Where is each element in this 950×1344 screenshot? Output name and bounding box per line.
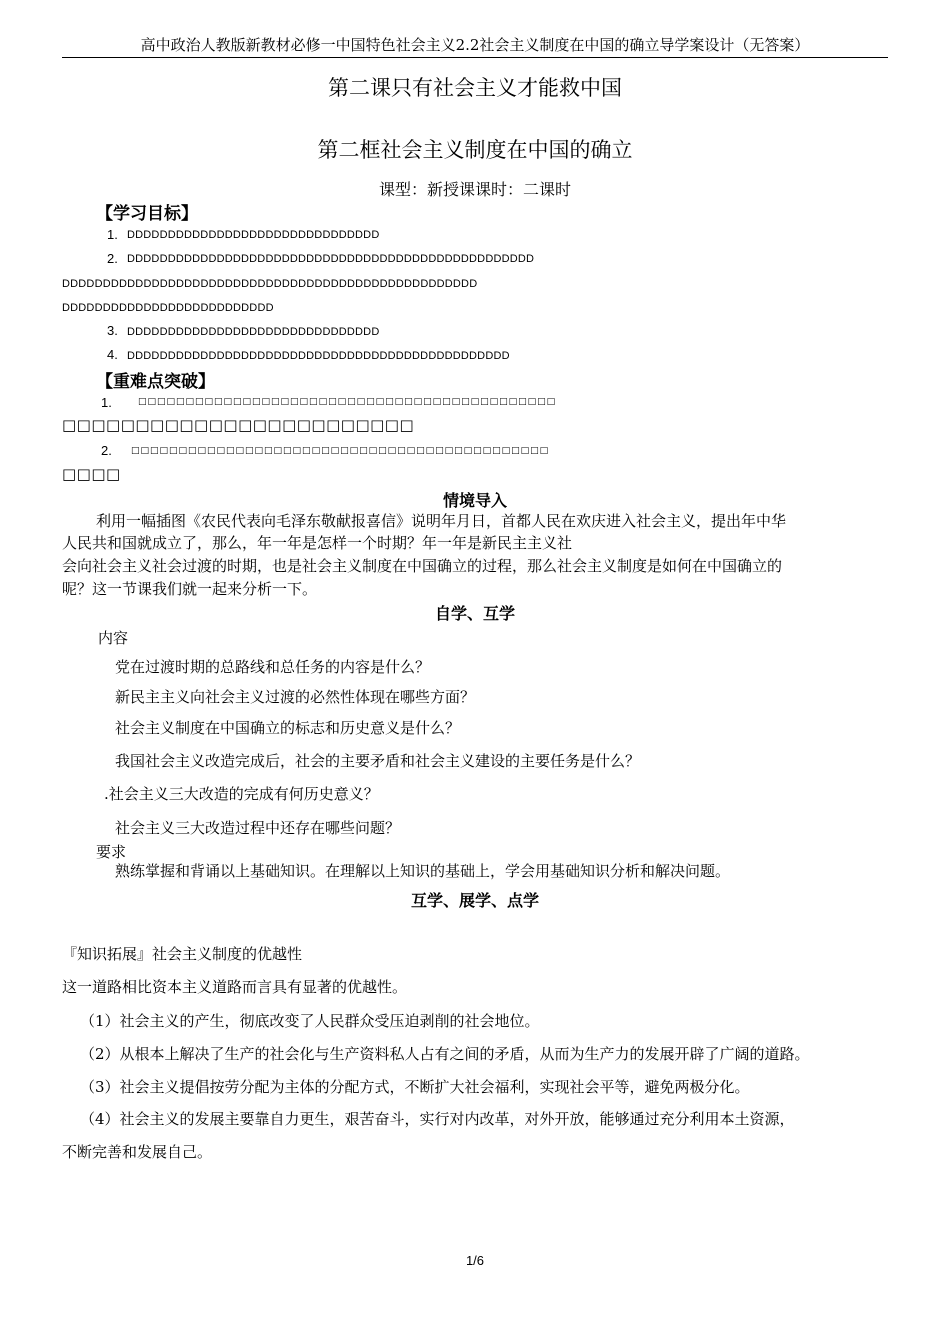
- goal-4-text: DDDDDDDDDDDDDDDDDDDDDDDDDDDDDDDDDDDDDDDDDDDDDDD: [127, 350, 510, 362]
- keypoint-1-line2: □□□□□□□□□□□□□□□□□□□□□□□□: [62, 416, 415, 434]
- keypoint-1-number: 1.: [101, 395, 112, 410]
- section-title: 第二框社会主义制度在中国的确立: [317, 138, 633, 162]
- keypoint-2-number: 2.: [101, 443, 112, 458]
- lesson-title: 第二课只有社会主义才能救中国: [328, 76, 622, 100]
- goals-heading: 【学习目标】: [96, 204, 198, 224]
- self-study-heading: 自学、互学: [434, 604, 515, 623]
- intro-line-1: 利用一幅插图《农民代表向毛泽东敬献报喜信》说明年月日，首都人民在欢庆进入社会主义，提出年中华: [96, 512, 787, 530]
- goal-3-text: DDDDDDDDDDDDDDDDDDDDDDDDDDDDDDD: [127, 326, 380, 338]
- keypoints-heading: 【重难点突破】: [96, 372, 215, 392]
- question-1: 党在过渡时期的总路线和总任务的内容是什么？: [115, 658, 431, 676]
- intro-line-4: 呢？这一节课我们就一起来分析一下。: [62, 580, 318, 598]
- keypoint-2-line2: □□□□: [62, 465, 121, 483]
- question-4: 我国社会主义改造完成后，社会的主要矛盾和社会主义建设的主要任务是什么？: [115, 752, 641, 770]
- lesson-info: 课型：新授课课时：二课时: [378, 180, 571, 199]
- goal-2-text-cont: DDDDDDDDDDDDDDDDDDDDDDDDDDDDDDDDDDDDDDDDDDDDDDDDDDD: [62, 278, 478, 290]
- advantage-2: （2）从根本上解决了生产的社会化与生产资料私人占有之间的矛盾，从而为生产力的发展开辟了广阔的道路。: [80, 1045, 810, 1063]
- advantage-1: （1）社会主义的产生，彻底改变了人民群众受压迫剥削的社会地位。: [80, 1012, 540, 1030]
- expand-title: 『知识拓展』社会主义制度的优越性: [62, 945, 303, 963]
- question-5: .社会主义三大改造的完成有何历史意义？: [104, 785, 379, 803]
- intro-line-2: 人民共和国就成立了，那么，年一年是怎样一个时期？年一年是新民主主义社: [62, 534, 573, 552]
- page-header: 高中政治人教版新教材必修一中国特色社会主义2.2社会主义制度在中国的确立导学案设计（无答案）: [62, 34, 888, 58]
- advantage-4: （4）社会主义的发展主要靠自力更生，艰苦奋斗，实行对内改革，对外开放，能够通过充分利用本土资源，: [80, 1110, 795, 1128]
- intro-heading: 情境导入: [442, 491, 507, 510]
- requirement-label: 要求: [96, 843, 127, 861]
- intro-line-3: 会向社会主义社会过渡的时期，也是社会主义制度在中国确立的过程，那么社会主义制度是如何在中国确立的: [62, 557, 783, 575]
- question-6: 社会主义三大改造过程中还存在哪些问题？: [115, 819, 401, 837]
- mutual-heading: 互学、展学、点学: [410, 891, 539, 910]
- goal-2-text: DDDDDDDDDDDDDDDDDDDDDDDDDDDDDDDDDDDDDDDDDDDDDDDDDD: [127, 253, 535, 265]
- goal-2-number: 2.: [107, 251, 118, 266]
- goal-3-number: 3.: [107, 323, 118, 338]
- question-3: 社会主义制度在中国确立的标志和历史意义是什么？: [115, 719, 461, 737]
- question-2: 新民主主义向社会主义过渡的必然性体现在哪些方面？: [115, 688, 476, 706]
- content-label: 内容: [98, 629, 129, 647]
- goal-1-number: 1.: [107, 227, 118, 242]
- advantage-3: （3）社会主义提倡按劳分配为主体的分配方式，不断扩大社会福利，实现社会平等，避免两极分化。: [80, 1078, 750, 1096]
- expand-lead: 这一道路相比资本主义道路而言具有显著的优越性。: [62, 978, 408, 996]
- advantage-4-cont: 不断完善和发展自己。: [62, 1143, 213, 1161]
- goal-1-text: DDDDDDDDDDDDDDDDDDDDDDDDDDDDDDD: [127, 229, 380, 241]
- goal-2-text-cont2: DDDDDDDDDDDDDDDDDDDDDDDDDD: [62, 302, 274, 314]
- page-number: 1/6: [465, 1253, 485, 1268]
- goal-4-number: 4.: [107, 347, 118, 362]
- keypoint-1-line1: □□□□□□□□□□□□□□□□□□□□□□□□□□□□□□□□□□□□□□□□□□□□: [138, 397, 557, 407]
- requirement-text: 熟练掌握和背诵以上基础知识。在理解以上知识的基础上，学会用基础知识分析和解决问题。: [115, 862, 731, 880]
- keypoint-2-line1: □□□□□□□□□□□□□□□□□□□□□□□□□□□□□□□□□□□□□□□□□□□□: [131, 446, 550, 456]
